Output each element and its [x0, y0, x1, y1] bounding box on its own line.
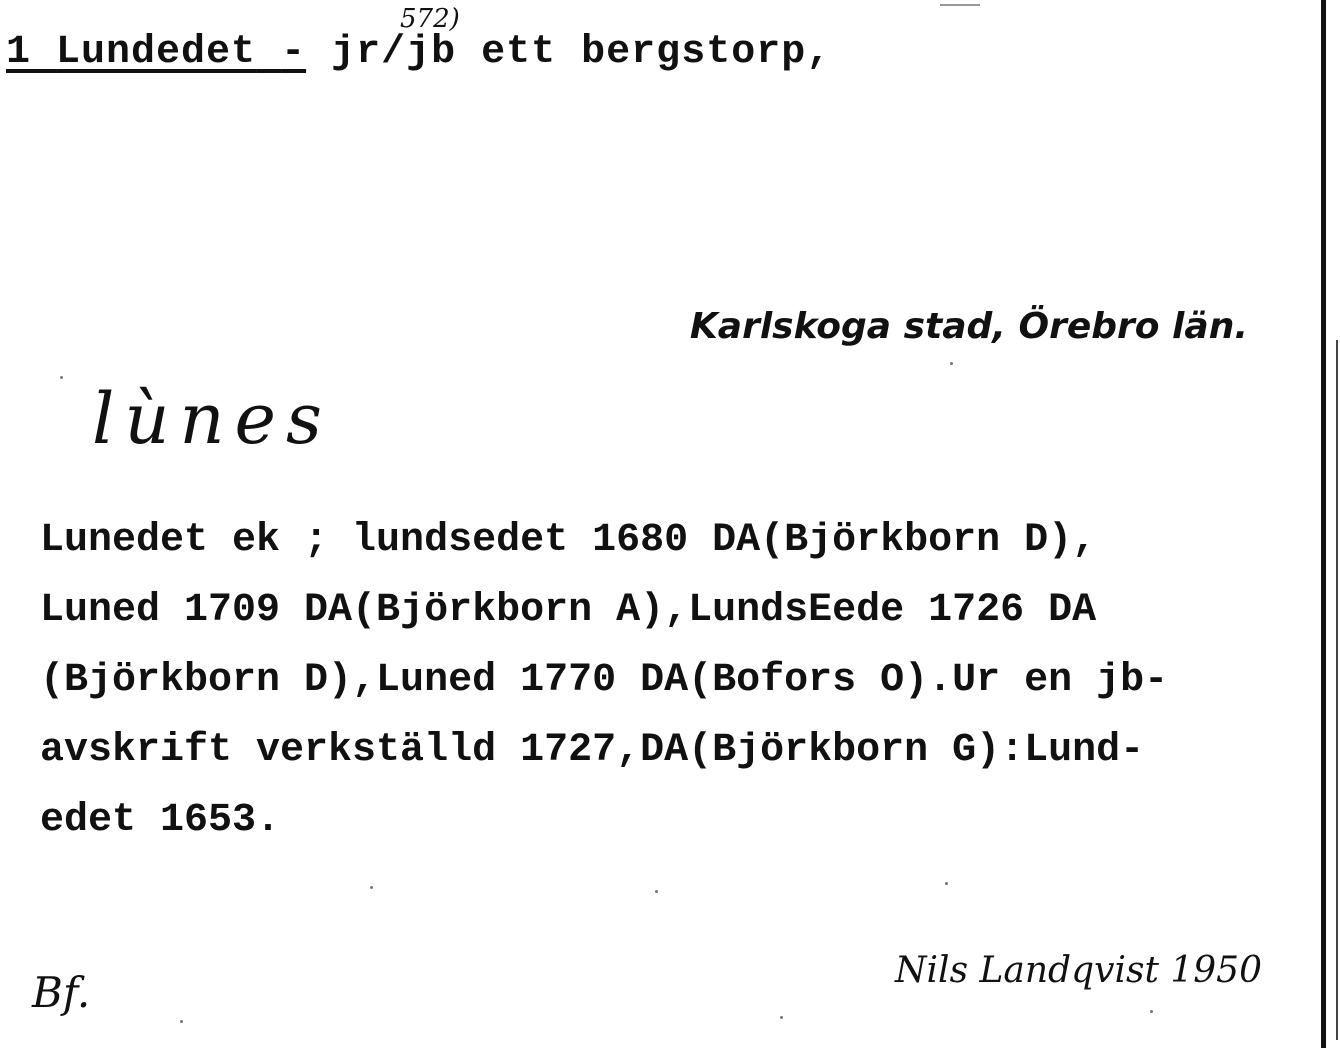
card-edge-shadow — [1336, 340, 1338, 1040]
header-code: jr — [331, 30, 382, 75]
handwritten-pronunciation: lùnes — [92, 378, 332, 460]
header-number: 1 — [6, 30, 32, 75]
scan-dot — [370, 886, 373, 889]
scan-dot — [945, 882, 948, 885]
header-superscript-note: 572) — [400, 4, 460, 34]
handwritten-initials: Bf. — [32, 968, 91, 1017]
card-body-text — [40, 506, 1168, 856]
body-line-5: edet 1653. — [40, 798, 281, 843]
body-line-1: Lunedet ek ; lundsedet 1680 DA(Björkborn D), — [40, 518, 1097, 563]
card-header — [6, 30, 831, 75]
scan-dot — [950, 362, 953, 365]
header-place-name: Lundedet — [56, 30, 257, 75]
scan-speck — [940, 4, 980, 6]
header-heading — [6, 30, 306, 75]
location-stamp: Karlskoga stad, Örebro län. — [689, 306, 1248, 347]
body-line-2: Luned 1709 DA(Björkborn A),LundsEede 1726 DA — [40, 588, 1097, 633]
scan-dot — [180, 1020, 183, 1023]
body-line-3: (Björkborn D),Luned 1770 DA(Bofors O).Ur en jb- — [40, 658, 1169, 703]
scan-dot — [655, 890, 658, 893]
body-line-4: avskrift verkställd 1727,DA(Björkborn G):Lund- — [40, 728, 1145, 773]
header-dash: - — [281, 30, 307, 75]
card-edge-border — [1321, 0, 1326, 1048]
header-description: ett bergstorp, — [481, 30, 832, 75]
scan-dot — [60, 376, 63, 379]
header-code-suffix: /jb — [381, 30, 457, 75]
scan-dot — [780, 1016, 783, 1019]
scan-dot — [1150, 1010, 1153, 1013]
author-signature: Nils Landqvist 1950 — [895, 950, 1262, 991]
